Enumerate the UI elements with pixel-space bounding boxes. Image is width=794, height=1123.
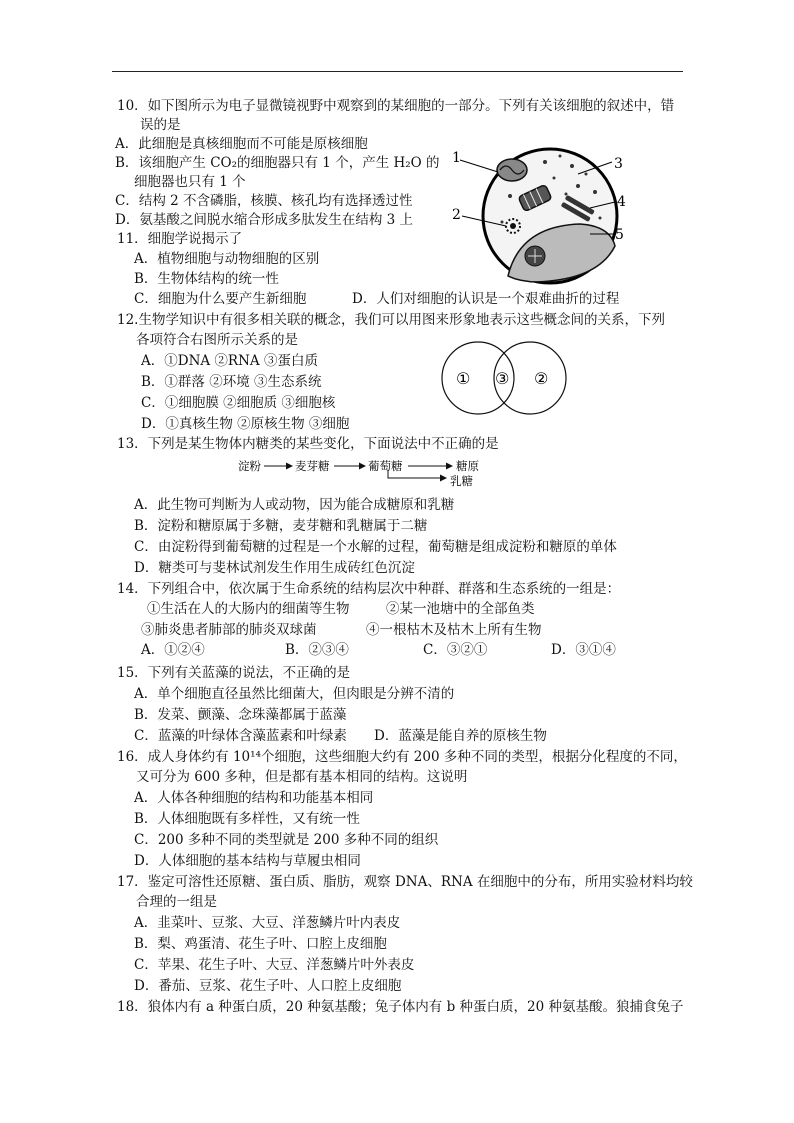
q14-option-b: B．②③④ [285,642,349,658]
q14-item-4: ④一根枯木及枯木上所有生物 [366,622,542,638]
q15-option-d: D．蓝藻是能自养的原核生物 [374,728,547,744]
cell-micrograph-figure [450,126,650,306]
fig-label-1: 1 [452,150,461,166]
q11-option-d: D．人们对细胞的认识是一个艰难曲折的过程 [352,291,620,307]
fig-label-5: 5 [615,227,624,243]
q16-option-d: D．人体细胞的基本结构与草履虫相同 [134,853,361,869]
q14-option-d: D．③①④ [551,642,616,658]
q16-stem-line2: 又可分为 600 多种，但是都有基本相同的结构。这说明 [136,769,468,785]
venn-label-1: ① [456,369,471,388]
flow-maltose: 麦芽糖 [295,459,330,473]
q16-option-b: B．人体细胞既有多样性，又有统一性 [134,811,360,827]
q10-option-b-line1: B．该细胞产生 CO₂的细胞器只有 1 个，产生 H₂O 的 [115,155,440,171]
q12-stem-line1: 12.生物学知识中有很多相关联的概念，我们可以用图来形象地表示这些概念间的关系，下列 [117,312,665,328]
q13-option-c: C．由淀粉得到葡萄糖的过程是一个水解的过程，葡萄糖是组成淀粉和糖原的单体 [134,539,617,555]
q16-stem-line1: 16．成人身体约有 10¹⁴个细胞，这些细胞大约有 200 多种不同的类型，根据分化程度的不同， [117,749,687,765]
venn-label-3: ③ [495,369,510,388]
q16-option-c: C．200 多种不同的类型就是 200 多种不同的组织 [134,832,439,848]
flow-starch: 淀粉 [238,459,261,473]
fig-label-3: 3 [614,156,623,172]
q14-option-c: C．③②① [423,642,488,658]
q16-option-a: A．人体各种细胞的结构和功能基本相同 [134,790,374,806]
venn-label-2: ② [534,369,549,388]
q11-option-c: C．细胞为什么要产生新细胞 [134,291,307,307]
fig-label-4: 4 [617,194,626,210]
flow-lactose: 乳糖 [450,474,473,488]
q14-stem: 14．下列组合中，依次属于生命系统的结构层次中种群、群落和生态系统的一组是： [117,581,621,597]
q17-option-d: D．番茄、豆浆、花生子叶、人口腔上皮细胞 [134,978,402,994]
q12-option-b: B．①群落 ②环境 ③生态系统 [141,374,322,390]
q10-stem-line2: 误的是 [140,117,181,133]
q14-option-a: A．①②④ [141,642,205,658]
q15-stem: 15．下列有关蓝藻的说法，不正确的是 [117,665,351,681]
q13-option-b: B．淀粉和糖原属于多糖，麦芽糖和乳糖属于二糖 [134,518,428,534]
q15-option-a: A．单个细胞直径虽然比细菌大，但肉眼是分辨不清的 [134,686,455,702]
q10-option-c: C．结构 2 不含磷脂，核膜、核孔均有选择透过性 [115,193,413,209]
q12-option-c: C．①细胞膜 ②细胞质 ③细胞核 [141,395,336,411]
q13-option-a: A．此生物可判断为人或动物，因为能合成糖原和乳糖 [134,497,455,513]
q14-item-1: ①生活在人的大肠内的细菌等生物 [147,601,350,617]
q13-stem: 13．下列是某生物体内糖类的某些变化，下面说法中不正确的是 [117,436,499,452]
q10-stem-line1: 10．如下图所示为电子显微镜视野中观察到的某细胞的一部分。下列有关该细胞的叙述中，错 [117,98,675,114]
q10-option-a: A．此细胞是真核细胞而不可能是原核细胞 [115,136,368,152]
flow-glycogen: 糖原 [456,459,479,473]
q18-stem: 18．狼体内有 a 种蛋白质，20 种氨基酸；兔子体内有 b 种蛋白质，20 种氨基酸。狼捕食兔子 [117,999,684,1015]
q10-option-d: D．氨基酸之间脱水缩合形成多肽发生在结构 3 上 [115,212,413,228]
q14-item-3: ③肺炎患者肺部的肺炎双球菌 [141,622,317,638]
q17-stem-line1: 17．鉴定可溶性还原糖、蛋白质、脂肪，观察 DNA、RNA 在细胞中的分布，所用实验材料均较 [117,874,693,890]
q13-option-d: D．糖类可与斐林试剂发生作用生成砖红色沉淀 [134,560,415,576]
q17-option-b: B．梨、鸡蛋清、花生子叶、口腔上皮细胞 [134,936,387,952]
q12-stem-line2: 各项符合右图所示关系的是 [136,332,298,348]
q14-item-2: ②某一池塘中的全部鱼类 [386,601,535,617]
q15-option-c: C．蓝藻的叶绿体含藻蓝素和叶绿素 [134,728,347,744]
q10-option-b-line2: 细胞器也只有 1 个 [134,174,246,190]
q11-stem: 11．细胞学说揭示了 [117,231,243,247]
q12-option-d: D．①真核生物 ②原核生物 ③细胞 [141,416,350,432]
sugar-conversion-flow [238,456,498,490]
header-rule [112,71,683,72]
venn-diagram [438,340,578,416]
q12-option-a: A．①DNA ②RNA ③蛋白质 [141,353,318,369]
q17-option-c: C．苹果、花生子叶、大豆、洋葱鳞片叶外表皮 [134,957,415,973]
q17-option-a: A．韭菜叶、豆浆、大豆、洋葱鳞片叶内表皮 [134,915,401,931]
flow-glucose: 葡萄糖 [368,459,403,473]
q11-option-b: B．生物体结构的统一性 [134,271,279,287]
q17-stem-line2: 合理的一组是 [136,894,217,910]
q15-option-b: B．发菜、颤藻、念珠藻都属于蓝藻 [134,707,347,723]
fig-label-2: 2 [452,207,461,223]
q11-option-a: A．植物细胞与动物细胞的区别 [134,251,320,267]
